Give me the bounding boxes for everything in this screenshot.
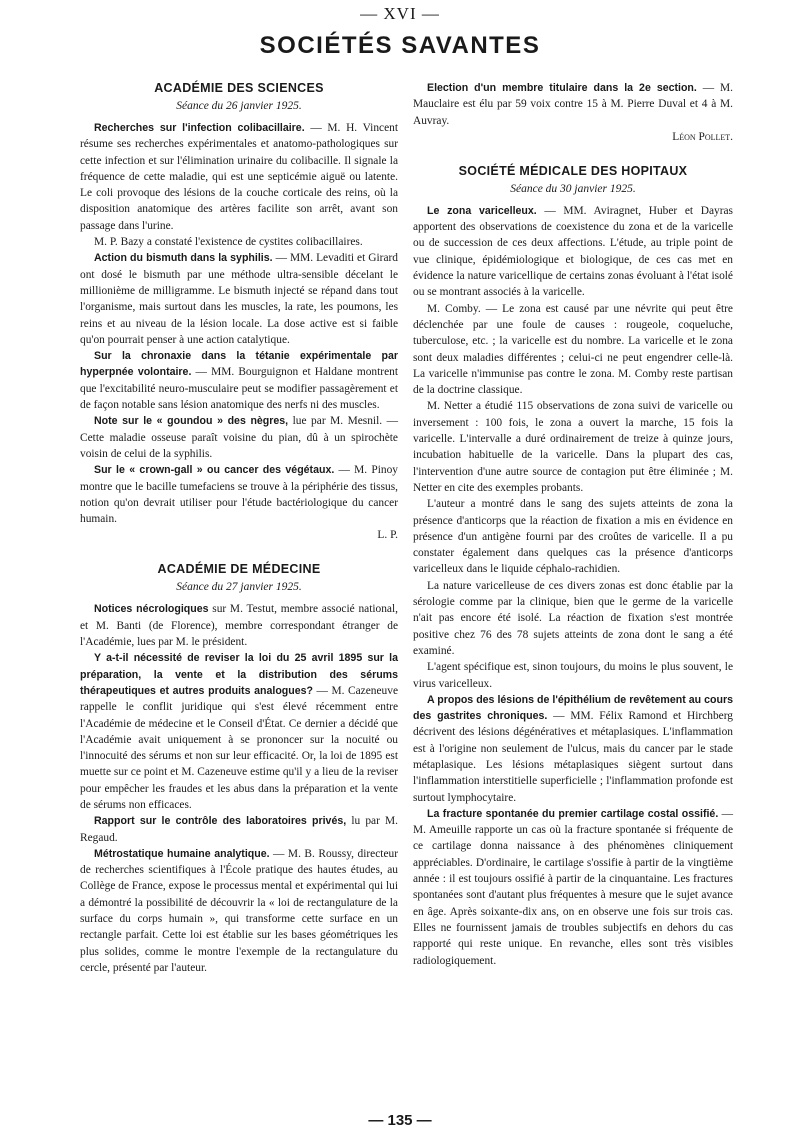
- paragraph-heading: La fracture spontanée du premier cartilage costal ossifié.: [427, 807, 719, 820]
- paragraph-body: L'auteur a montré dans le sang des sujets atteints de zona la présence d'anticorps que la réaction de fixation a mis en évidence en présence d'un antigène fourni par des croûtes de varicelle. Il a pu constater également dans quelques cas la présence d'anticorps varicelleux dans le liquide céphalo-rachidien.: [413, 498, 733, 576]
- paragraph-body: — M. H. Vincent résume ses recherches expérimentales et anatomo-pathologiques sur cette infection et sur l'élimination urinaire du colibacille. Il signale la fréquence de cette maladie, qui est une septicémie aiguë ou latente. Le coli provoque des lésions de la couche corticale des reins, où la disposition anatomique des artères facilite son arrêt, avant son passage dans l'urine.: [80, 122, 399, 232]
- paragraph-body: — M. Mauclaire est élu par 59 voix contre 15 à M. Pierre Duval et 4 à M. Auvray.: [413, 82, 733, 127]
- section-gap: [80, 543, 398, 561]
- paragraph-body: — MM. Félix Ramond et Hirchberg décrivent des lésions dégénératives et métaplasiques. L'inflammation est à l'origine non seulement de l'ulcus, mais du cancer par le stade métaplasique. Les lésions métaplasiques siègent surtout dans l'inflammation interstitielle superficielle ; l'inflammation profonde est surtout lymphocytaire.: [413, 710, 733, 804]
- paragraph-heading: Le zona varicelleux.: [427, 204, 537, 217]
- paragraph-laboratoires: [80, 813, 398, 846]
- paragraph-agent: [413, 659, 733, 692]
- section-title-academie-medecine: ACADÉMIE DE MÉDECINE: [157, 562, 321, 577]
- paragraph-body: — M. Pinoy montre que le bacille tumefaciens se trouve à la périphérie des tissus, notion qu'on devrait utiliser pour l'étude bactériologique du cancer humain.: [80, 464, 398, 526]
- paragraph-body: — MM. Bourguignon et Haldane montrent que l'excitabilité neuro-musculaire peut se modifier passagèrement et de façon notable sans lésion anatomique des nerfs ni des muscles.: [80, 366, 398, 412]
- paragraph-body: — M. B. Roussy, directeur de recherches scientifiques à l'École pratique des hautes études, au Collège de France, expose le processus mental et expérimental qui lui a démontré la possibilité de découvrir la « loi de rectangulature de la surface du corps humain », qui transforme cette surface en un rectangle parfait. Cette loi est établie sur les bases géométriques les plus solides, comme le montre l'exemple de la rectangulature du cercle, présenté par l'auteur.: [80, 847, 398, 974]
- paragraph-heading: Sur la chronaxie dans la tétanie expérimentale par hyperpnée volontaire.: [80, 350, 398, 379]
- signature: Léon Pollet.: [672, 130, 733, 143]
- paragraph-gastrites: [413, 692, 733, 806]
- paragraph-heading: Note sur le « goundou » des nègres,: [94, 415, 289, 428]
- paragraph-anticorps: [413, 496, 733, 577]
- paragraph-notices: [80, 601, 398, 650]
- paragraph-body: lue par M. Mesnil. — Cette maladie osseuse paraît voisine du pian, dû à un spirochète voisin de celui de la syphilis.: [80, 415, 398, 460]
- paragraph-goundou: [80, 413, 398, 462]
- seance-date: Séance du 30 janvier 1925.: [510, 182, 636, 195]
- paragraph-heading: Recherches sur l'infection colibacillaire.: [94, 122, 305, 134]
- paragraph-heading: Notices nécrologiques: [94, 603, 209, 616]
- seance-date: Séance du 27 janvier 1925.: [176, 581, 302, 594]
- section-gap: [413, 145, 733, 163]
- paragraph-heading: Rapport sur le contrôle des laboratoires privés,: [94, 815, 347, 828]
- paragraph-body: M. P. Bazy a constaté l'existence de cystites colibacillaires.: [94, 236, 363, 249]
- paragraph-body: — MM. Levaditi et Girard ont dosé le bismuth par une méthode ultra-sensible décelant le millionième de milligramme. Le bismuth injecté se répand dans tout l'organisme, mais surtout dans les muscles, la rate, les poumons, les reins et au niveau de la lésion locale. La dose active est si faible qu'on pourrait penser à une action catalytique.: [80, 252, 398, 346]
- paragraph-body: — M. Ameuille rapporte un cas où la fracture spontanée si fréquente de ce cartilage donna naissance à des phénomènes cliniquement appréciables. D'ordinaire, le cartilage s'ossifie à partir de la vingtième année : il est toujours ossifié à partir de la cinquantaine. Les fractures spontanées sont d'autant plus fréquentes à mesure que le sujet avance en âge. Après soixante-dix ans, on en observe une fois sur trois cas. Elles ne fournissent jamais de troubles subjectifs en dehors du cas rapporté qui reste unique. En revanche, elles sont très visibles radiologiquement.: [413, 807, 733, 967]
- paragraph-zona: [413, 203, 733, 301]
- paragraph-heading: Sur le « crown-gall » ou cancer des végétaux.: [94, 464, 335, 477]
- signature: L. P.: [377, 529, 398, 542]
- paragraph-bismuth: [80, 250, 398, 348]
- paragraph-metrostatique: [80, 846, 398, 976]
- paragraph-loi-1895: [80, 650, 398, 813]
- left-column: [80, 80, 398, 976]
- running-head: — XVI —: [360, 4, 440, 23]
- paragraph-netter: [413, 398, 733, 496]
- page-number: — 135 —: [368, 1112, 432, 1129]
- paragraph-body: sur M. Testut, membre associé national, et M. Banti (de Florence), membre correspondant étranger de l'Académie, lues par M. le président.: [80, 603, 398, 649]
- paragraph-chronaxie: [80, 348, 398, 413]
- paragraph-bazy: [80, 234, 398, 250]
- paragraph-body: — M. Cazeneuve rappelle le conflit juridique qui s'est élevé récemment entre l'Académie de médecine et le Conseil d'État. Ce dernier a décidé que l'Académie avait uniquement à se prononcer sur la nocuité ou l'innocuité des sérums et non sur leur efficacité. Or, la loi de 1895 est muette sur ce point et M. Cazeneuve estime qu'il y a lieu de la reviser pour empêcher les fraudes et les abus dans la préparation et la vente de sérums non efficaces.: [80, 684, 398, 811]
- paragraph-fracture: [413, 806, 733, 969]
- paragraph-heading: Action du bismuth dans la syphilis.: [94, 252, 273, 265]
- paragraph-body: — MM. Aviragnet, Huber et Dayras apportent des observations de coexistence du zona et de la varicelle ou de succession de ces deux affections. L'étude, au triple point de vue clinique, épidémiologique et biologique, de ces cas met en évidence la nature varicellique de certains zonas évoluant à l'état isolé ou se montrant associés à la varicelle.: [413, 204, 733, 299]
- paragraph-colibacillaire: [80, 120, 398, 234]
- paragraph-body: M. Comby. — Le zona est causé par une névrite qui peut être déclenchée par une foule de causes : rougeole, coqueluche, tuberculose, etc. ; la varicelle est du nombre. La varicelle et le zona sont deux maladies différentes ; celui-ci ne peut engendrer celle-là. La varicelle n'immunise pas contre le zona. M. Comby reste partisan de la doctrine classique.: [413, 302, 733, 397]
- paragraph-heading: A propos des lésions de l'épithélium de revêtement au cours des gastrites chroniques.: [413, 693, 733, 723]
- seance-date: Séance du 26 janvier 1925.: [176, 100, 302, 112]
- paragraph-election: [413, 80, 733, 129]
- paragraph-heading: Election d'un membre titulaire dans la 2e section.: [427, 82, 697, 94]
- paragraph-serologie: [413, 578, 733, 659]
- paragraph-comby: [413, 301, 733, 399]
- right-column: [413, 80, 733, 969]
- paragraph-body: L'agent spécifique est, sinon toujours, du moins le plus souvent, le virus varicelleux.: [413, 661, 733, 690]
- paragraph-heading: Métrostatique humaine analytique.: [94, 847, 270, 860]
- page-title: SOCIÉTÉS SAVANTES: [259, 32, 541, 59]
- paragraph-body: La nature varicelleuse de ces divers zonas est donc établie par la sérologie comme par la clinique, bien que le germe de la varicelle n'ait pas encore été isolé. La réaction de fixation s'est montrée positive chez 76 des 78 sujets atteints de zona dont le sang a été examiné.: [413, 579, 733, 657]
- paragraph-body: lu par M. Regaud.: [80, 815, 398, 844]
- paragraph-crown-gall: [80, 462, 398, 527]
- paragraph-body: M. Netter a étudié 115 observations de zona suivi de varicelle ou inversement : 100 fois, le zona a ouvert la marche, 15 fois la varicelle. L'intervalle a duré ordinairement de treize à quinze jours, incubation habituelle de la varicelle. Dans la plupart des cas, l'intervention d'une autre source de contagion put être éliminée ; M. Netter en cite des exemples probants.: [413, 400, 733, 494]
- section-title-academie-sciences: ACADÉMIE DES SCIENCES: [154, 81, 324, 95]
- section-title-societe-hopitaux: SOCIÉTÉ MÉDICALE DES HOPITAUX: [458, 163, 688, 178]
- paragraph-heading: Y a-t-il nécessité de reviser la loi du 25 avril 1895 sur la préparation, la vente et la distribution des sérums thérapeutiques et autres produits analogues?: [80, 652, 398, 697]
